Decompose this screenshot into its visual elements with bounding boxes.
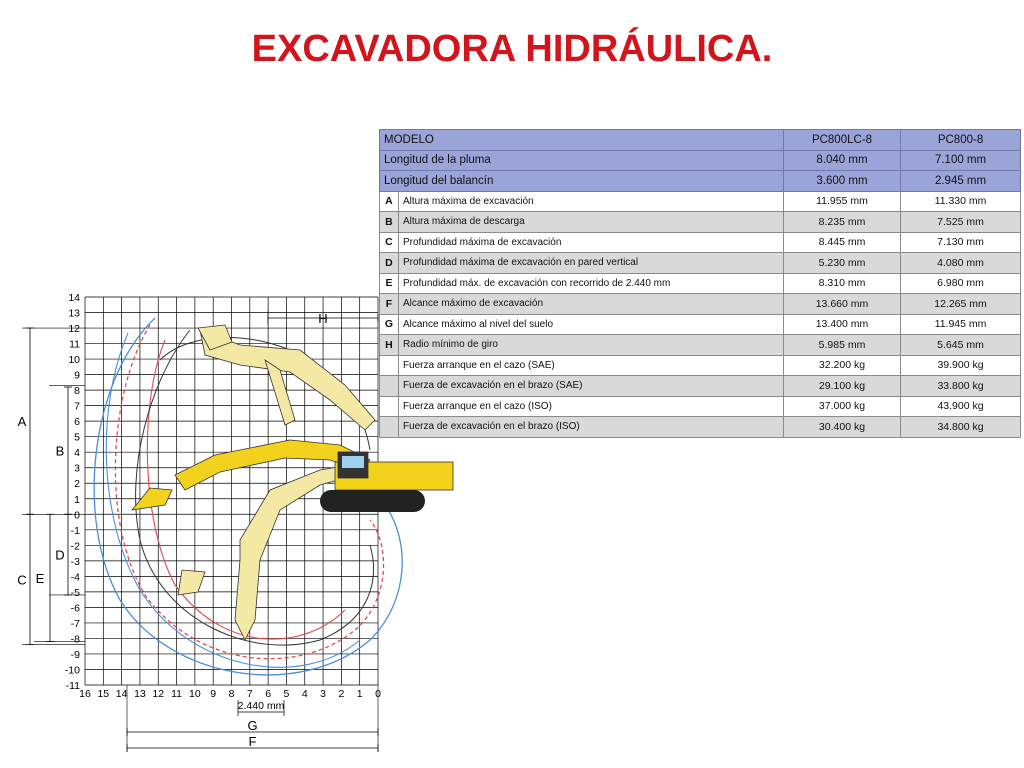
row-value-2: 7.525 mm [901, 212, 1021, 233]
row-label: Fuerza arranque en el cazo (ISO) [398, 396, 783, 417]
y-tick-label: 14 [68, 292, 80, 304]
row-value-1: 30.400 kg [783, 417, 900, 438]
y-tick-label: 10 [68, 354, 80, 367]
y-tick-label: 3 [74, 462, 80, 475]
bucket-lower-pale [178, 570, 205, 595]
x-tick-label: 3 [320, 688, 326, 700]
page-title: EXCAVADORA HIDRÁULICA. [251, 28, 773, 70]
row-value-1: 8.445 mm [783, 232, 900, 253]
y-tick-label: 0 [74, 509, 80, 522]
row-value-1: 32.200 kg [783, 355, 900, 376]
table-row [380, 253, 1021, 274]
row-value-2: 6.980 mm [901, 273, 1021, 294]
x-tick-label: 8 [228, 688, 235, 700]
header-label: MODELO [380, 130, 784, 151]
row-value-2: 39.900 kg [901, 355, 1021, 376]
table-row [380, 417, 1021, 438]
row-label: Alcance máximo al nivel del suelo [398, 314, 783, 335]
x-tick-label: 6 [265, 688, 272, 700]
row-value-1: 29.100 kg [783, 376, 900, 397]
row-label: Profundidad máxima de excavación [398, 232, 783, 253]
x-tick-label: 4 [301, 688, 308, 700]
row-value-1: 5.230 mm [783, 253, 900, 274]
row-value-2: 34.800 kg [901, 417, 1021, 438]
header-value-1: PC800LC-8 [783, 130, 900, 151]
row-key: F [380, 294, 399, 315]
table-header-row [380, 130, 1021, 151]
y-tick-label: -7 [70, 617, 80, 630]
row-label: Radio mínimo de giro [398, 335, 783, 356]
x-tick-label: 1 [356, 688, 363, 700]
y-tick-label: 12 [68, 323, 80, 336]
header-value-2: PC800-8 [901, 130, 1021, 151]
row-key: B [380, 212, 399, 233]
y-tick-label: -10 [64, 664, 80, 677]
working-range-diagram [0, 280, 470, 765]
y-tick-label: -6 [70, 602, 80, 615]
y-tick-label: -2 [70, 540, 80, 553]
y-tick-label: -5 [70, 586, 80, 599]
y-tick-label: -4 [70, 571, 80, 584]
dim-label-e: E [35, 570, 45, 586]
y-tick-label: 8 [74, 385, 80, 398]
row-key: D [380, 253, 399, 274]
cab-window [342, 456, 364, 468]
x-tick-label: 14 [115, 688, 128, 700]
x-tick-label: 11 [171, 688, 183, 700]
header-value-1: 8.040 mm [783, 150, 900, 171]
table-row [380, 335, 1021, 356]
row-label: Fuerza de excavación en el brazo (SAE) [398, 376, 783, 397]
dim-label-f: F [248, 734, 257, 749]
x-tick-label: 15 [97, 688, 110, 700]
row-key: A [380, 191, 399, 212]
row-label: Altura máxima de excavación [398, 191, 783, 212]
y-tick-label: 6 [74, 416, 80, 429]
row-key: E [380, 273, 399, 294]
y-tick-label: -8 [70, 633, 80, 646]
table-row [380, 212, 1021, 233]
row-label: Profundidad máxima de excavación en pared vertical [398, 253, 783, 274]
dim-label-g: G [247, 718, 258, 733]
table-row [380, 376, 1021, 397]
x-tick-label: 12 [152, 688, 165, 700]
row-value-2: 33.800 kg [901, 376, 1021, 397]
travel-label: 2.440 mm [237, 700, 285, 712]
y-tick-label: -1 [70, 524, 80, 537]
x-tick-label: 5 [283, 688, 290, 700]
y-tick-label: 7 [74, 400, 80, 413]
x-tick-label: 0 [375, 688, 381, 700]
dim-label-d: D [55, 547, 65, 563]
y-tick-label: 9 [74, 369, 80, 382]
table-row [380, 396, 1021, 417]
table-header-row [380, 171, 1021, 192]
x-tick-label: 10 [189, 688, 201, 700]
row-value-1: 13.660 mm [783, 294, 900, 315]
excavator-drawing [132, 325, 453, 640]
row-value-2: 5.645 mm [901, 335, 1021, 356]
row-value-1: 11.955 mm [783, 191, 900, 212]
row-value-1: 8.235 mm [783, 212, 900, 233]
y-tick-label: 13 [68, 307, 80, 320]
row-value-1: 37.000 kg [783, 396, 900, 417]
x-tick-label: 16 [79, 688, 91, 700]
y-tick-label: 4 [74, 447, 80, 460]
row-key: G [380, 314, 399, 335]
table-row [380, 314, 1021, 335]
spec-table [379, 129, 1021, 438]
row-value-1: 5.985 mm [783, 335, 900, 356]
row-value-2: 43.900 kg [901, 396, 1021, 417]
y-tick-label: -11 [65, 680, 80, 692]
table-row [380, 355, 1021, 376]
y-tick-label: 11 [69, 338, 80, 351]
dim-label-h: H [318, 311, 328, 326]
x-tick-label: 13 [134, 688, 146, 700]
row-value-2: 4.080 mm [901, 253, 1021, 274]
header-label: Longitud del balancín [380, 171, 784, 192]
dim-label-c: C [17, 572, 27, 588]
header-value-2: 2.945 mm [901, 171, 1021, 192]
y-tick-label: -9 [70, 648, 80, 661]
header-value-1: 3.600 mm [783, 171, 900, 192]
y-tick-label: 5 [74, 431, 80, 444]
x-tick-label: 2 [338, 688, 345, 700]
row-label: Alcance máximo de excavación [398, 294, 783, 315]
undercarriage-track [320, 490, 425, 512]
table-row [380, 232, 1021, 253]
table-header-row [380, 150, 1021, 171]
row-value-1: 8.310 mm [783, 273, 900, 294]
row-label: Fuerza de excavación en el brazo (ISO) [398, 417, 783, 438]
row-value-2: 11.330 mm [901, 191, 1021, 212]
header-value-2: 7.100 mm [901, 150, 1021, 171]
dim-label-b: B [55, 443, 65, 459]
row-label: Profundidad máx. de excavación con recorrido de 2.440 mm [398, 273, 783, 294]
row-value-2: 11.945 mm [901, 314, 1021, 335]
dim-label-a: A [17, 414, 27, 430]
row-key: C [380, 232, 399, 253]
row-label: Altura máxima de descarga [398, 212, 783, 233]
y-tick-label: 1 [74, 493, 80, 506]
y-tick-label: -3 [70, 555, 80, 568]
x-tick-label: 9 [210, 688, 217, 700]
row-label: Fuerza arranque en el cazo (SAE) [398, 355, 783, 376]
row-value-2: 7.130 mm [901, 232, 1021, 253]
row-key: H [380, 335, 399, 356]
table-row [380, 273, 1021, 294]
header-label: Longitud de la pluma [380, 150, 784, 171]
row-value-1: 13.400 mm [783, 314, 900, 335]
table-row [380, 191, 1021, 212]
row-value-2: 12.265 mm [901, 294, 1021, 315]
x-tick-label: 7 [246, 688, 253, 700]
y-tick-label: 2 [74, 478, 80, 491]
table-row [380, 294, 1021, 315]
